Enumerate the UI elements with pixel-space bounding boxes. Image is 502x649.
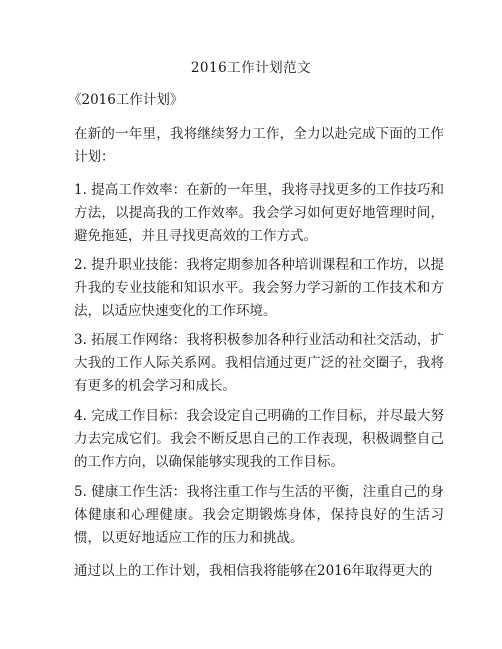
paragraph-intro: 在新的一年里，我将继续努力工作，全力以赴完成下面的工作计划： <box>74 126 444 165</box>
paragraph-conclusion: 通过以上的工作计划，我相信我将能够在2016年取得更大的 <box>74 563 433 579</box>
paragraph-item-4: 4. 完成工作目标：我会设定自己明确的工作目标，并尽最大努力去完成它们。我会不断反思自己的工作表现，积极调整自己的工作方向，以确保能够实现我的工作目标。 <box>74 408 444 470</box>
paragraph-item-2: 2. 提升职业技能：我将定期参加各种培训课程和工作坊，以提升我的专业技能和知识水平。我会努力学习新的工作技术和方法，以适应快速变化的工作环境。 <box>74 257 444 319</box>
paragraph-item-1: 1. 提高工作效率：在新的一年里，我将寻找更多的工作技巧和方法，以提高我的工作效率。我会学习如何更好地管理时间，避免拖延，并且寻找更高效的工作方式。 <box>74 182 444 244</box>
paragraph-item-3: 3. 拓展工作网络：我将积极参加各种行业活动和社交活动，扩大我的工作人际关系网。我相信通过更广泛的社交圈子，我将有更多的机会学习和成长。 <box>74 332 444 394</box>
paragraph-item-5: 5. 健康工作生活：我将注重工作与生活的平衡，注重自己的身体健康和心理健康。我会定期锻炼身体，保持良好的生活习惯，以更好地适应工作的压力和挑战。 <box>74 484 444 546</box>
document-subtitle: 《2016工作计划》 <box>68 92 184 108</box>
document-title: 2016工作计划范文 <box>190 60 312 76</box>
